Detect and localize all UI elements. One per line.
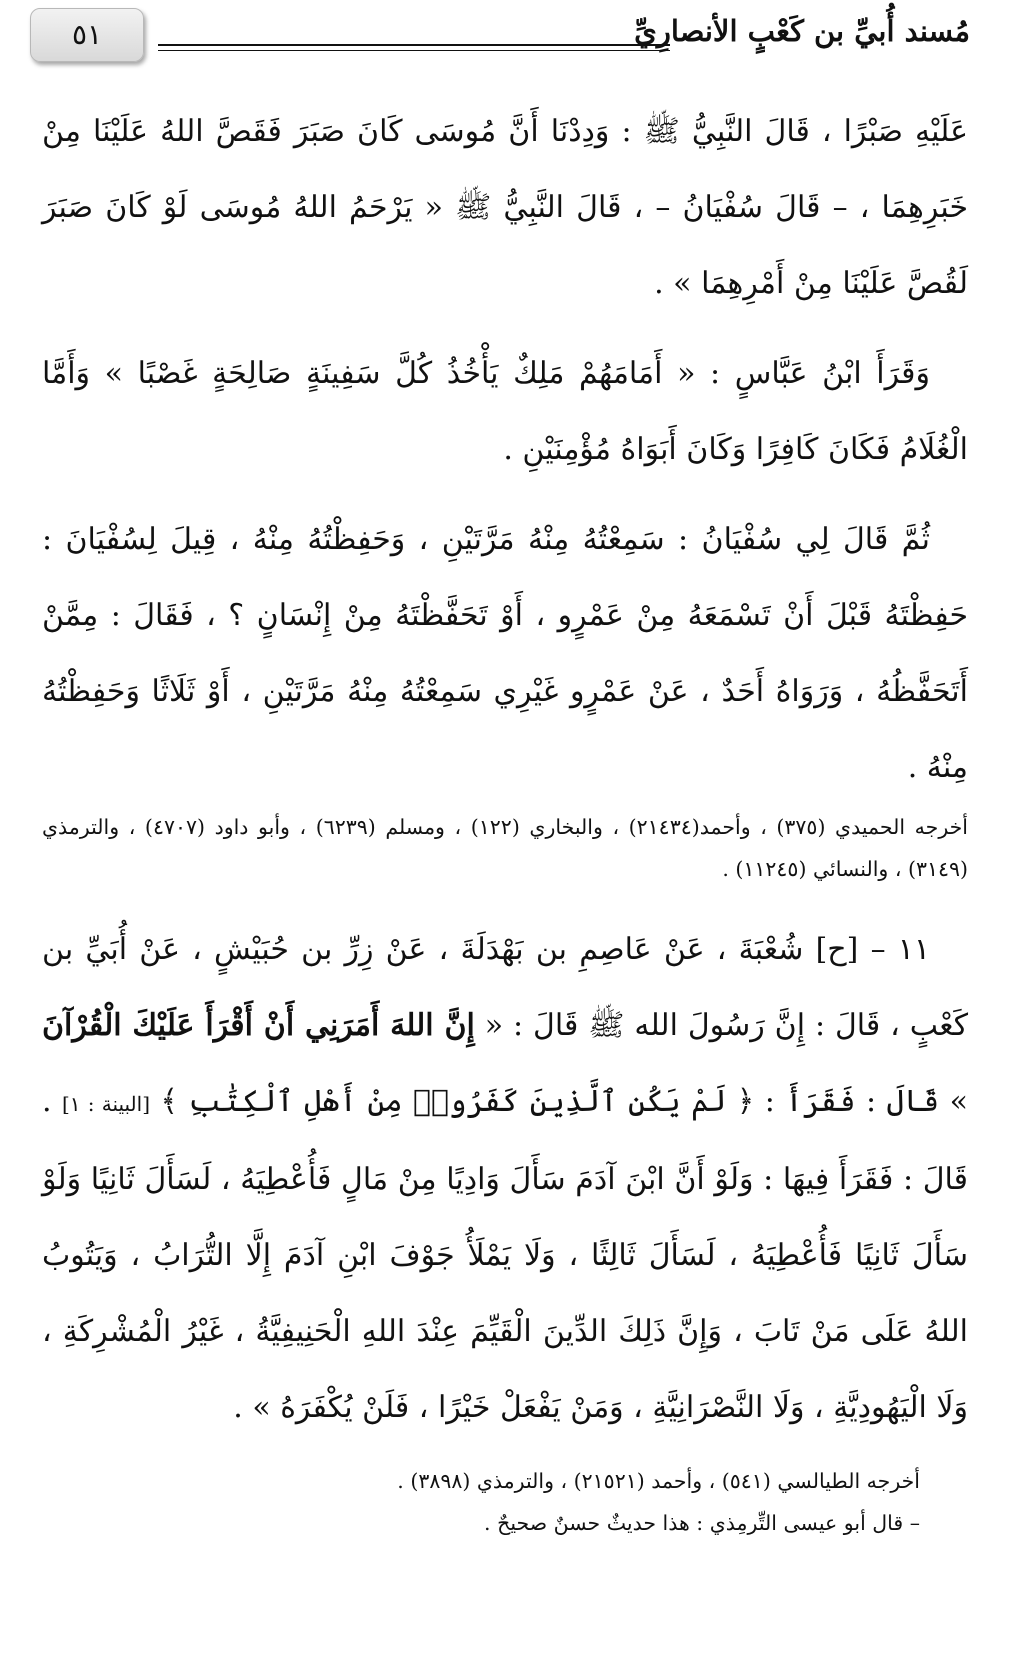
paragraph-2: وَقَرَأَ ابْنُ عَبَّاسٍ : « أَمَامَهُمْ مَلِكٌ يَأْخُذُ كُلَّ سَفِينَةٍ صَالِحَةٍ غَصْبًا » وَأَمَّا الْغُلَامُ فَكَانَ كَافِرًا وَكَانَ أَبَوَاهُ مُؤْمِنَيْنِ .: [42, 356, 968, 467]
footnote-takhrij-2: أخرجه الطيالسي (٥٤١) ، وأحمد (٢١٥٢١) ، والترمذي (٣٨٩٨) .: [397, 1469, 920, 1493]
quran-reference: [البينة : ١]: [61, 1092, 150, 1116]
footnote-takhrij-1: أخرجه الحميدي (٣٧٥) ، وأحمد(٢١٤٣٤) ، والبخاري (١٢٢) ، ومسلم (٦٢٣٩) ، وأبو داود (٤٧٠٧) ، والترمذي (٣١٤٩) ، والنسائي (١١٢٤٥) .: [42, 815, 968, 881]
page-number-tab: ٥١: [30, 8, 144, 62]
hadith-11-bold-quote: إِنَّ اللهَ أَمَرَنِي أَنْ أَقْرَأَ عَلَيْكَ الْقُرْآنَ: [42, 1008, 475, 1043]
page-body: [42, 94, 968, 1544]
running-title: مُسند أُبيِّ بن كَعْبٍ الأنصارِيِّ: [634, 14, 970, 48]
hadith-11: [42, 912, 968, 1446]
hadith-11-chain: ١١ – [ح] شُعْبَةَ ، عَنْ عَاصِمِ بن بَهْدَلَةَ ، عَنْ زِرِّ بن حُبَيْشٍ ، عَنْ أُبَيِّ بن كَعْبٍ ، قَالَ : إِنَّ رَسُولَ الله ﷺ قَالَ : «: [42, 932, 968, 1043]
page-header: [30, 8, 970, 68]
footnote-tirmidhi-grading: – قال أبو عيسى التِّرمِذي : هذا حديثٌ حسنٌ صحيحٌ .: [484, 1511, 920, 1535]
paragraph-3: ثُمَّ قَالَ لِي سُفْيَانُ : سَمِعْتُهُ مِنْهُ مَرَّتَيْنِ ، وَحَفِظْتُهُ مِنْهُ ، قِيلَ لِسُفْيَانَ : حَفِظْتَهُ قَبْلَ أَنْ تَسْمَعَهُ مِنْ عَمْرٍو ، أَوْ تَحَفَّظْتَهُ مِنْ إِنْسَانٍ ؟ ، فَقَالَ : مِمَّنْ أَتَحَفَّظُهُ ، وَرَوَاهُ أَحَدٌ ، عَنْ عَمْرٍو غَيْرِي سَمِعْتُهُ مِنْهُ مَرَّتَيْنِ ، أَوْ ثَلَاثًا وَحَفِظْتُهُ مِنْهُ .: [42, 522, 968, 785]
header-rule: [158, 44, 670, 51]
hadith-11-text: . قَالَ : فَقَرَأَ فِيهَا : وَلَوْ أَنَّ ابْنَ آدَمَ سَأَلَ وَادِيًا مِنْ مَالٍ فَأُعْطِيَهُ ، لَسَأَلَ ثَانِيًا وَلَوْ سَأَلَ ثَانِيًا فَأُعْطِيَهُ ، لَسَأَلَ ثَالِثًا ، وَلَا يَمْلَأُ جَوْفَ ابْنِ آدَمَ إِلَّا التُّرَابُ ، وَيَتُوبُ اللهُ عَلَى مَنْ تَابَ ، وَإِنَّ ذَلِكَ الدِّينَ الْقَيِّمَ عِنْدَ اللهِ الْحَنِيفِيَّةُ ، غَيْرُ الْمُشْرِكَةِ ، وَلَا الْيَهُودِيَّةِ ، وَلَا النَّصْرَانِيَّةِ ، وَمَنْ يَفْعَلْ خَيْرًا ، فَلَنْ يُكْفَرَهُ » .: [42, 1084, 968, 1425]
paragraph-1: عَلَيْهِ صَبْرًا ، قَالَ النَّبِيُّ ﷺ : وَدِدْنَا أَنَّ مُوسَى كَانَ صَبَرَ فَقَصَّ اللهُ عَلَيْنَا مِنْ خَبَرِهِمَا ، – قَالَ سُفْيَانُ – ، قَالَ النَّبِيُّ ﷺ « يَرْحَمُ اللهُ مُوسَى لَوْ كَانَ صَبَرَ لَقُصَّ عَلَيْنَا مِنْ أَمْرِهِمَا » .: [42, 114, 968, 301]
hadith-11-verse: » قَالَ : فَقَرَأَ : ﴿ لَمْ يَكُنِ ٱلَّذِينَ كَفَرُوا۟ مِنْ أَهْلِ ٱلْكِتَٰبِ ﴾: [150, 1084, 968, 1119]
